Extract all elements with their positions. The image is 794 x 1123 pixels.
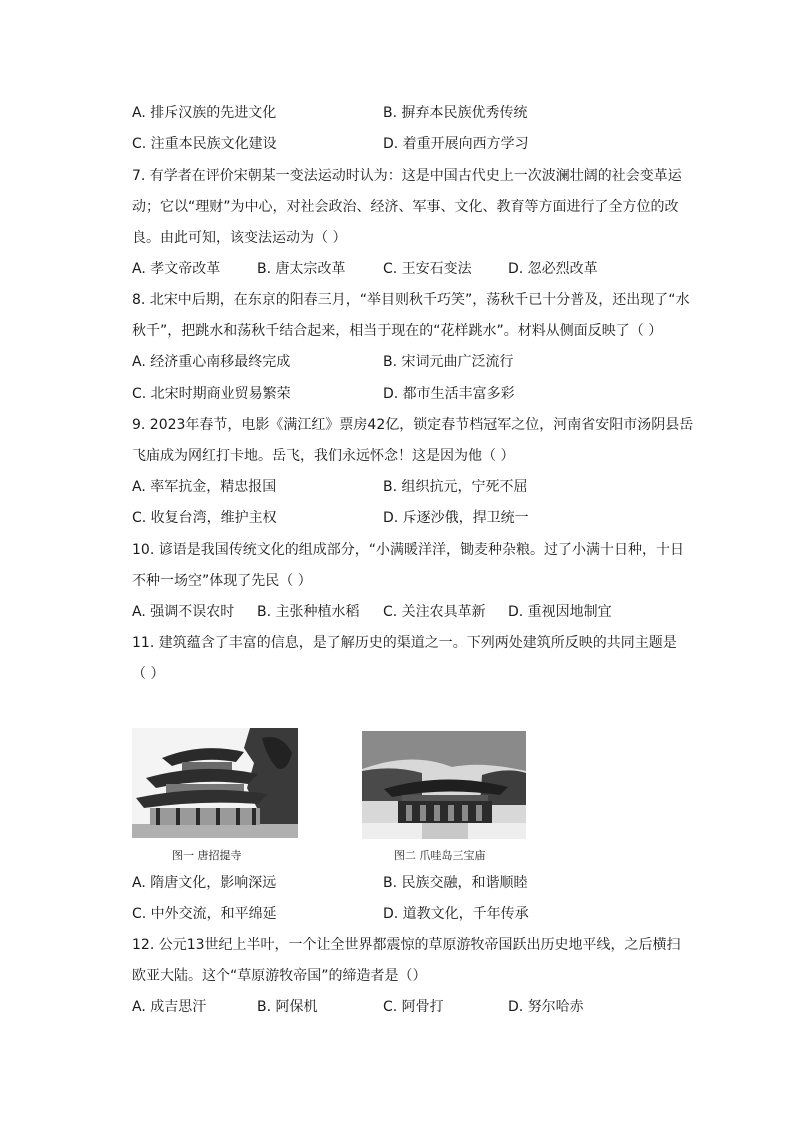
q7-option-b[interactable]: B. 唐太宗改革 <box>257 261 346 277</box>
figure-2-temple-photo <box>362 731 526 839</box>
q9-option-a[interactable]: A. 率军抗金，精忠报国 <box>132 479 277 495</box>
figure-2-caption: 图二 爪哇岛三宝庙 <box>394 849 486 862</box>
q12-option-b[interactable]: B. 阿保机 <box>257 999 318 1015</box>
q6-option-c[interactable]: C. 注重本民族文化建设 <box>132 136 277 152</box>
q10-option-c[interactable]: C. 关注农具革新 <box>383 604 486 620</box>
q9-stem-line-1: 9. 2023年春节，电影《满江红》票房42亿，锁定春节档冠军之位，河南省安阳市汤阴县岳 <box>132 417 694 433</box>
q9-option-c[interactable]: C. 收复台湾，维护主权 <box>132 510 277 526</box>
q11-option-b[interactable]: B. 民族交融，和谐顺睦 <box>383 875 528 891</box>
q7-option-d[interactable]: D. 忽必烈改革 <box>508 261 598 277</box>
q8-option-c[interactable]: C. 北宋时期商业贸易繁荣 <box>132 386 291 402</box>
q7-stem-line-2: 动；它以“理财”为中心，对社会政治、经济、军事、文化、教育等方面进行了全方位的改 <box>132 199 679 215</box>
q7-option-c[interactable]: C. 王安石变法 <box>383 261 472 277</box>
q10-option-d[interactable]: D. 重视因地制宜 <box>508 604 612 620</box>
q11-option-c[interactable]: C. 中外交流，和平绵延 <box>132 906 277 922</box>
figure-1-caption: 图一 唐招提寺 <box>172 849 242 862</box>
q7-stem-line-1: 7. 有学者在评价宋朝某一变法运动时认为：这是中国古代史上一次波澜壮阔的社会变革运 <box>132 168 682 184</box>
q6-option-d[interactable]: D. 着重开展向西方学习 <box>383 136 529 152</box>
q10-stem-line-1: 10. 谚语是我国传统文化的组成部分，“小满暖洋洋，锄麦种杂粮。过了小满十日种，十日 <box>132 542 684 558</box>
q12-option-d[interactable]: D. 努尔哈赤 <box>508 999 584 1015</box>
q9-stem-line-2: 飞庙成为网红打卡地。岳飞，我们永远怀念！这是因为他（ ） <box>132 448 515 464</box>
q11-option-d[interactable]: D. 道教文化，千年传承 <box>383 906 529 922</box>
q6-option-b[interactable]: B. 摒弃本民族优秀传统 <box>383 105 528 121</box>
q12-option-c[interactable]: C. 阿骨打 <box>383 999 444 1015</box>
q9-option-b[interactable]: B. 组织抗元，宁死不屈 <box>383 479 528 495</box>
q12-stem-line-1: 12. 公元13世纪上半叶，一个让全世界都震惊的草原游牧帝国跃出历史地平线，之后横扫 <box>132 937 681 953</box>
q8-option-d[interactable]: D. 都市生活丰富多彩 <box>383 386 515 402</box>
q9-option-d[interactable]: D. 斥逐沙俄，捍卫统一 <box>383 510 529 526</box>
q12-stem-line-2: 欧亚大陆。这个“草原游牧帝国”的缔造者是（） <box>132 968 427 984</box>
q11-option-a[interactable]: A. 隋唐文化，影响深远 <box>132 875 277 891</box>
q8-option-b[interactable]: B. 宋词元曲广泛流行 <box>383 354 514 370</box>
q7-stem-line-3: 良。由此可知，该变法运动为（ ） <box>132 230 347 246</box>
q8-stem-line-2: 秋千”，把跳水和荡秋千结合起来，相当于现在的“花样跳水”。材料从侧面反映了（ ） <box>132 323 663 339</box>
figure-1-temple-photo <box>132 728 298 838</box>
q11-stem-line-2: （ ） <box>132 666 165 682</box>
q6-option-a[interactable]: A. 排斥汉族的先进文化 <box>132 105 277 121</box>
q10-option-a[interactable]: A. 强调不误农时 <box>132 604 235 620</box>
q8-stem-line-1: 8. 北宋中后期，在东京的阳春三月，“举目则秋千巧笑”，荡秋千已十分普及，还出现了“水 <box>132 292 690 308</box>
q8-option-a[interactable]: A. 经济重心南移最终完成 <box>132 354 291 370</box>
q10-stem-line-2: 不种一场空”体现了先民（ ） <box>132 573 312 589</box>
q10-option-b[interactable]: B. 主张种植水稻 <box>257 604 360 620</box>
q11-stem-line-1: 11. 建筑蕴含了丰富的信息，是了解历史的渠道之一。下列两处建筑所反映的共同主题是 <box>132 635 677 651</box>
q7-option-a[interactable]: A. 孝文帝改革 <box>132 261 221 277</box>
q12-option-a[interactable]: A. 成吉思汗 <box>132 999 207 1015</box>
